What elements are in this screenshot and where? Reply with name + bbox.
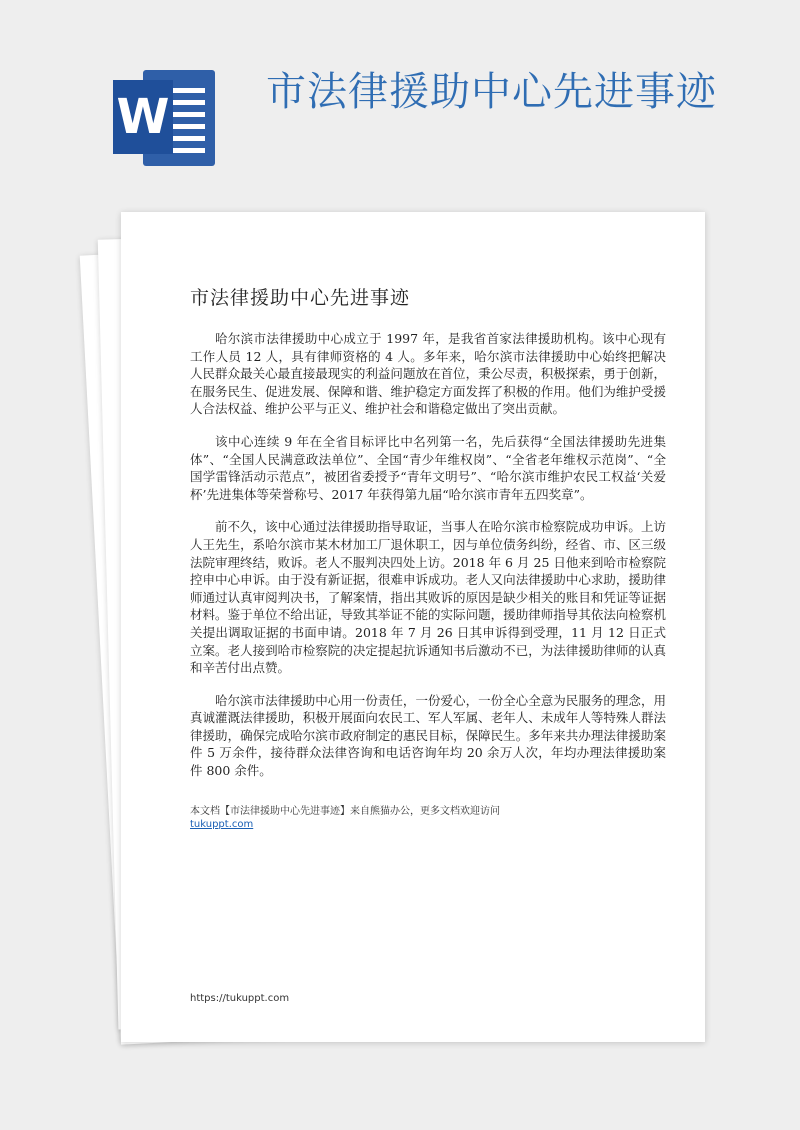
word-logo-line [171,136,205,141]
document-title: 市法律援助中心先进事迹 [190,287,411,309]
word-logo-letter: W [113,80,173,154]
paragraph: 该中心连续 9 年在全省目标评比中名列第一名，先后获得“全国法律援助先进集体”、“全国人民满意政法单位”、全国“青少年维权岗”、“全省老年维权示范岗”、“全国学雷锋活动示范点”，被团省委授予“青年文明号”、“哈尔滨市维护农民工权益‘关爱杯’先进集体等荣誉称号、2017 年获得第九届“哈尔滨市青年五四奖章”。 [190,433,666,502]
page-footer-url: https://tukuppt.com [190,993,290,1004]
page-title: 市法律援助中心先进事迹 [266,69,717,115]
word-logo-line [171,124,205,129]
word-logo-line [171,100,205,105]
word-logo-icon [113,66,217,170]
paragraph: 前不久，该中心通过法律援助指导取证，当事人在哈尔滨市检察院成功申诉。上访人王先生，系哈尔滨市某木材加工厂退休职工，因与单位债务纠纷，经省、市、区三级法院审理终结，败诉。老人不服判决四处上访。2018 年 6 月 25 日他来到哈市检察院控申中心申诉。由于没有新证据，很难申诉成功。老人又向法律援助中心求助，援助律师通过认真审阅判决书，了解案情，指出其败诉的原因是缺少相关的账目和凭证等证据材料。鉴于单位不给出证，导致其举证不能的实际问题，援助律师指导其依法向检察机关提出调取证据的书面申请。2018 年 7 月 26 日其申诉得到受理，11 月 12 日正式立案。老人接到哈市检察院的决定提起抗诉通知书后激动不已，为法律援助律师的认真和辛苦付出点赞。 [190,519,666,676]
paragraph: 哈尔滨市法律援助中心用一份责任，一份爱心，一份全心全意为民服务的理念，用真诚灌溉法律援助，积极开展面向农民工、军人军属、老年人、未成年人等特殊人群法律援助，确保完成哈尔滨市政府制定的惠民目标，保障民生。多年来共办理法律援助案件 5 万余件，接待群众法律咨询和电话咨询年均 20 余万人次，年均办理法律援助案件 800 余件。 [190,692,666,779]
source-note: 本文档【市法律援助中心先进事迹】来自熊猫办公，更多文档欢迎访问 [190,806,500,817]
source-link[interactable]: tukuppt.com [190,819,254,830]
word-logo-line [171,112,205,117]
paragraph: 哈尔滨市法律援助中心成立于 1997 年，是我省首家法律援助机构。该中心现有工作人员 12 人，具有律师资格的 4 人。多年来，哈尔滨市法律援助中心始终把解决人民群众最关心最直接最现实的利益问题放在首位，秉公尽责，积极探索，勇于创新，在服务民生、促进发展、保障和谐、维护稳定方面发挥了积极的作用。他们为维护受援人合法权益、维护公平与正义、维护社会和谐稳定做出了突出贡献。 [190,331,666,417]
word-logo-line [171,88,205,93]
word-logo-line [171,148,205,153]
document-body [190,330,666,795]
